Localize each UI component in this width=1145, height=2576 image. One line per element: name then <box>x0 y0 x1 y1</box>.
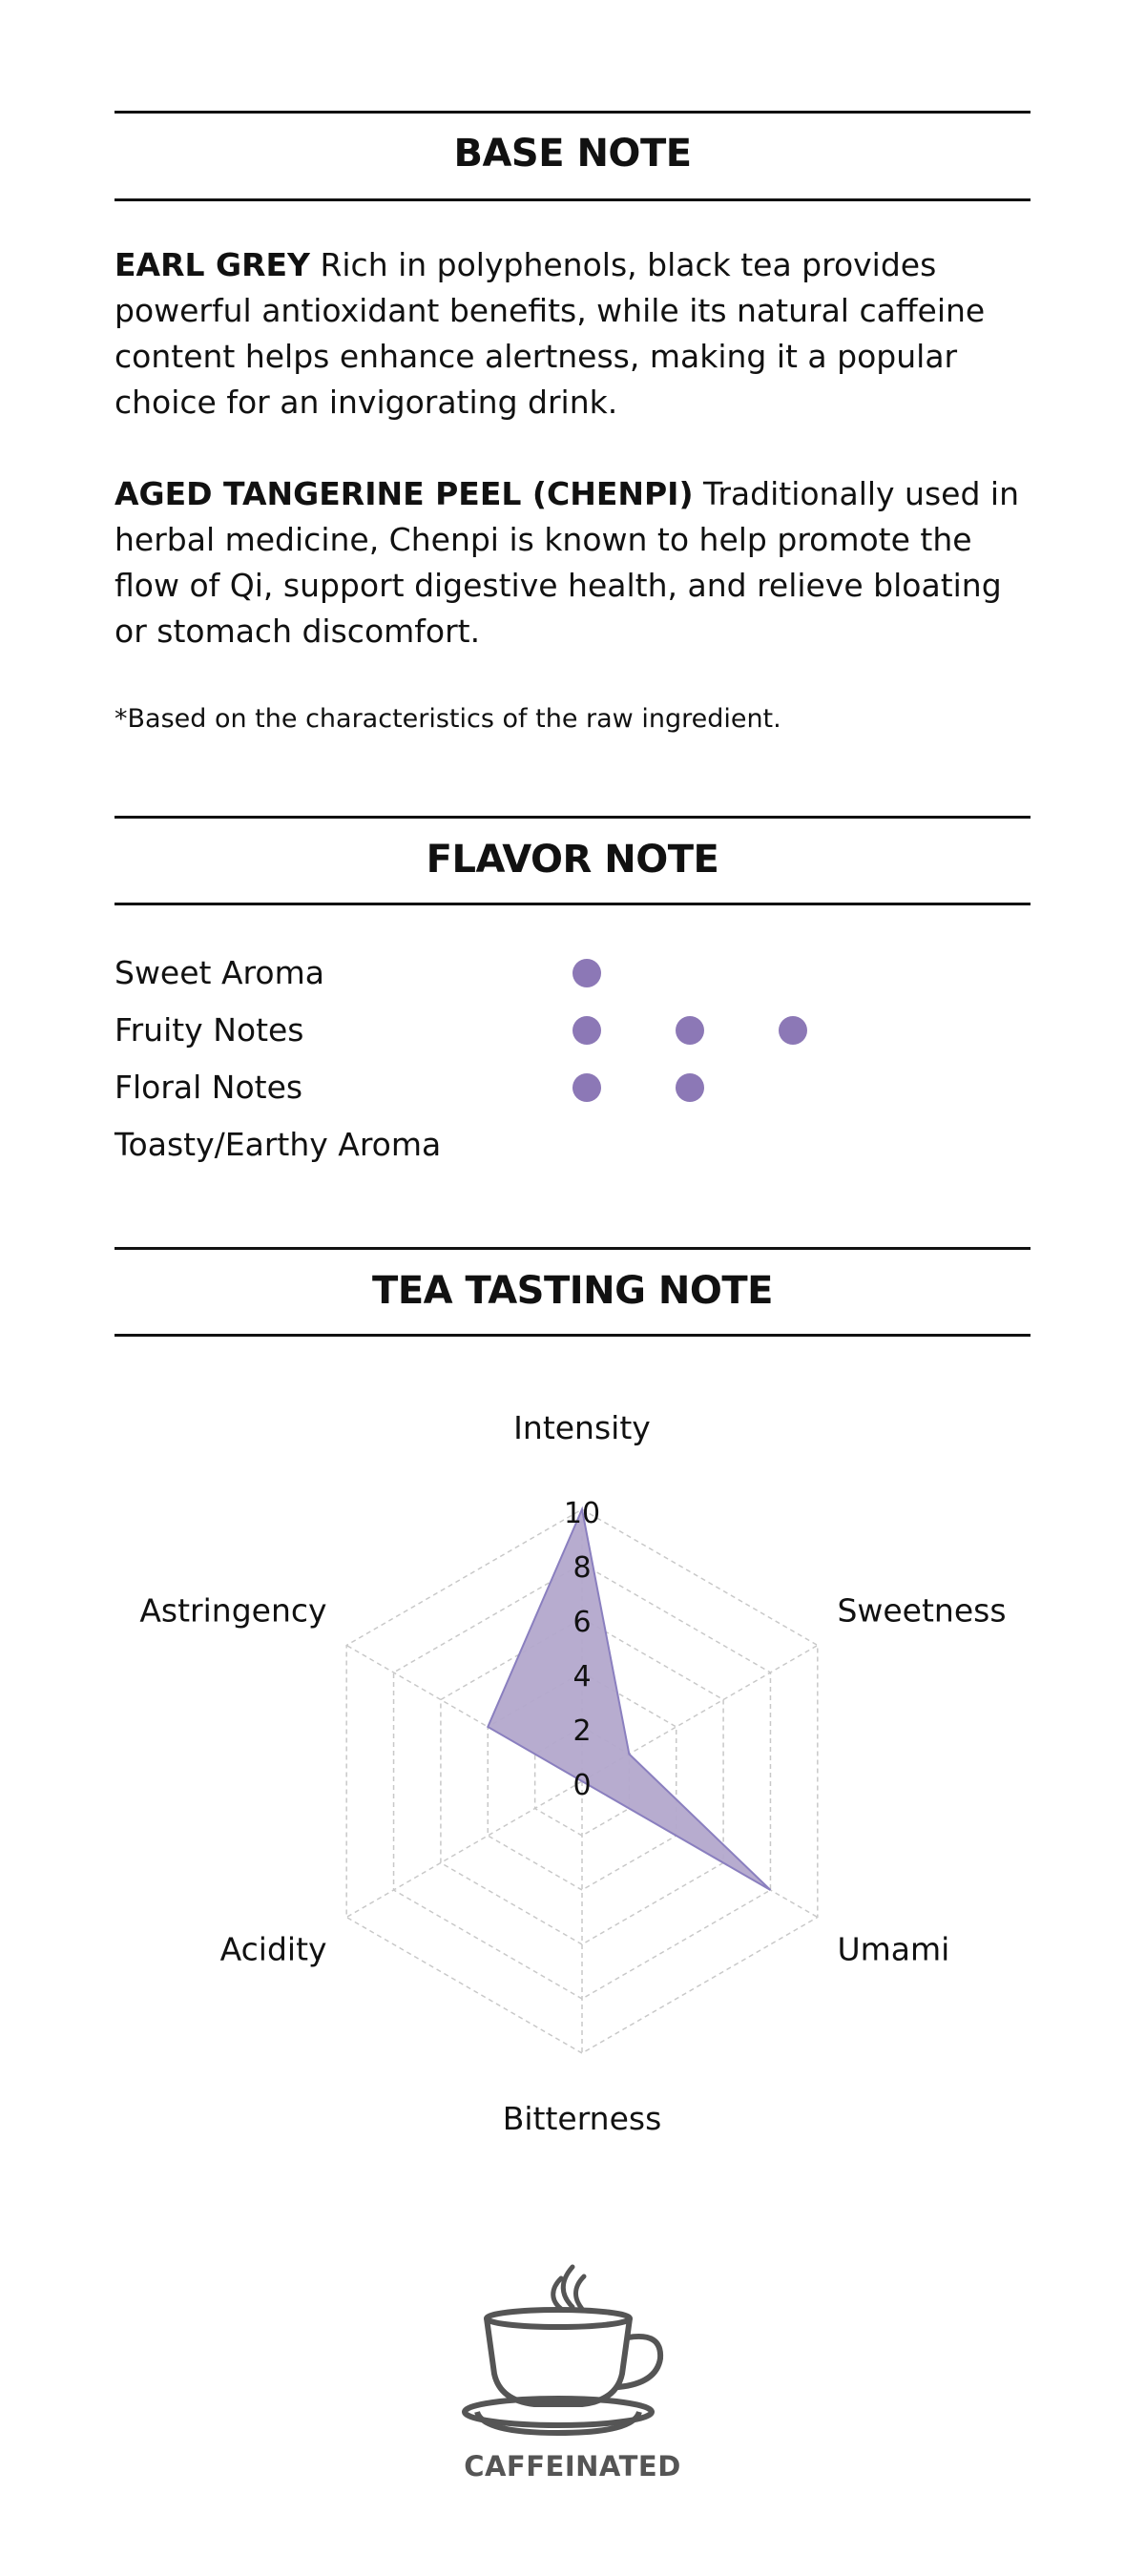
radar-axis-label: Umami <box>837 1930 950 1968</box>
radar-tick-label: 8 <box>572 1551 592 1585</box>
flavor-label: Floral Notes <box>114 1069 303 1106</box>
ingredient-description: Rich in polyphenols, black tea provides powerful antioxidant benefits, while its natural caffeine content helps enhance alertness, making it a popular choice for an invigorating drink. <box>114 246 986 421</box>
flavor-label: Toasty/Earthy Aroma <box>114 1126 442 1163</box>
base-note-footnote: *Based on the characteristics of the raw ingredient. <box>114 704 781 734</box>
ingredient-description: Traditionally used in herbal medicine, Chenpi is known to help promote the flow of Qi, support digestive health, and relieve bloating or stomach discomfort. <box>114 475 1019 650</box>
ingredient-name: AGED TANGERINE PEEL (CHENPI) <box>114 475 694 512</box>
tasting-note-title: TEA TASTING NOTE <box>372 1269 773 1313</box>
flavor-note-title: FLAVOR NOTE <box>426 838 719 882</box>
caffeinated-label: CAFFEINATED <box>464 2450 681 2483</box>
coffee-cup-icon <box>458 2252 687 2442</box>
flavor-label: Sweet Aroma <box>114 954 324 991</box>
radar-spoke <box>346 1781 582 1918</box>
radar-axis-label: Sweetness <box>837 1591 1007 1630</box>
radar-tick-label: 10 <box>563 1497 601 1530</box>
ingredient-name: EARL GREY <box>114 246 310 283</box>
radar-tick-label: 6 <box>572 1606 592 1639</box>
radar-axis-label: Intensity <box>513 1409 651 1446</box>
radar-axis-label: Bitterness <box>502 2100 662 2137</box>
flavor-label: Fruity Notes <box>114 1011 304 1049</box>
radar-tick-label: 0 <box>572 1769 592 1802</box>
radar-axis-label: Acidity <box>219 1930 327 1968</box>
radar-tick-label: 4 <box>572 1660 592 1693</box>
radar-tick-label: 2 <box>572 1714 592 1748</box>
caffeinated-badge <box>0 2252 1145 2446</box>
base-note-title: BASE NOTE <box>453 132 692 176</box>
radar-axis-label: Astringency <box>139 1591 327 1630</box>
